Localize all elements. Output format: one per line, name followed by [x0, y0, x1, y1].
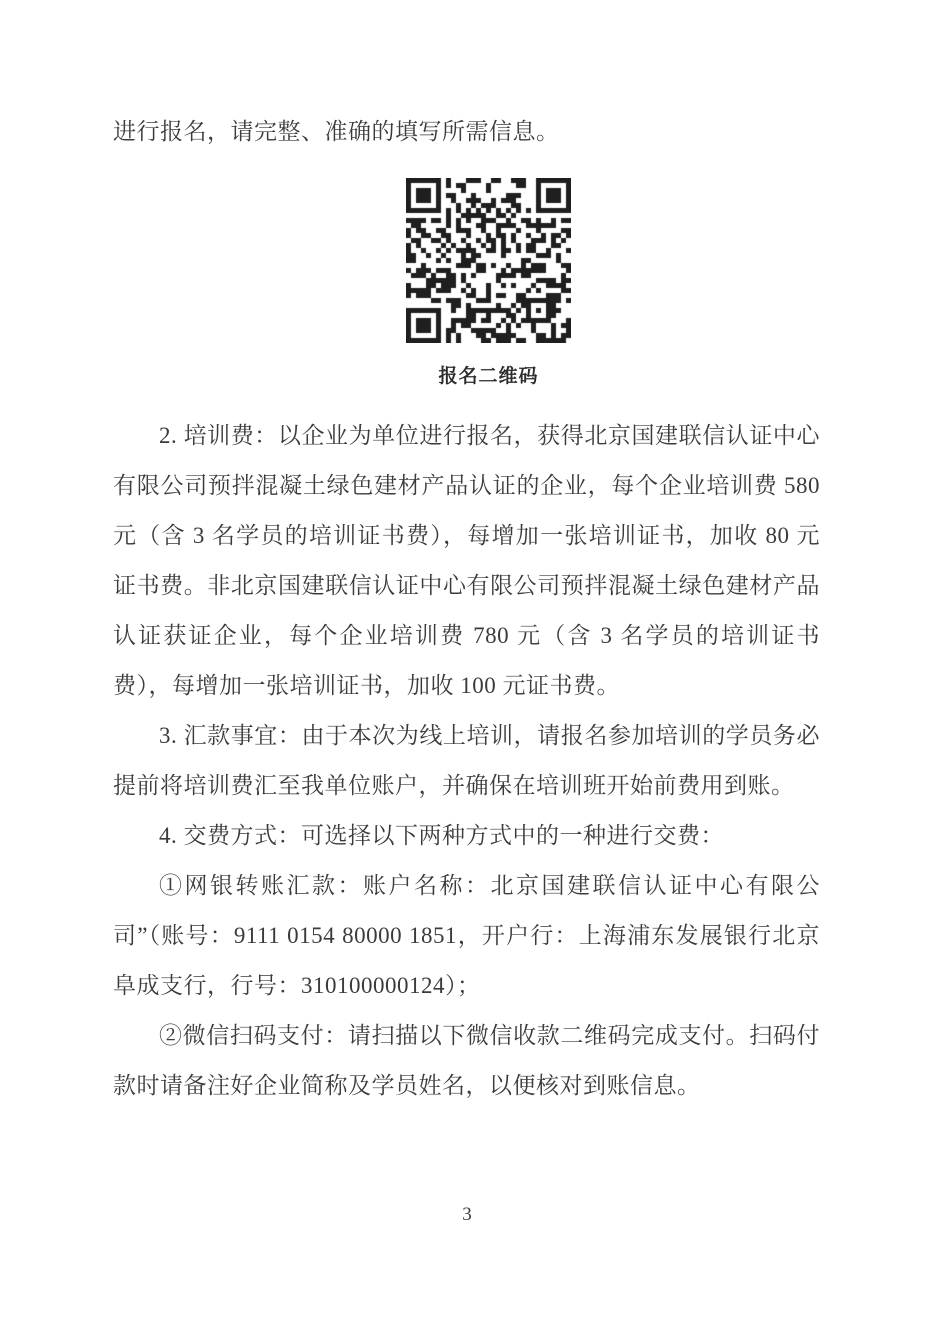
paragraph-bank-transfer: ①网银转账汇款：账户名称：北京国建联信认证中心有限公司”（账号：9111 0154 80000 1851，开户行：上海浦东发展银行北京阜成支行，行号：310100000124）； [113, 873, 820, 998]
paragraph-wechat-payment: ②微信扫码支付：请扫描以下微信收款二维码完成支付。扫码付款时请备注好企业简称及学员姓名，以便核对到账信息。 [113, 1023, 820, 1098]
page-number: 3 [462, 1204, 472, 1225]
paragraph-training-fee: 2. 培训费：以企业为单位进行报名，获得北京国建联信认证中心有限公司预拌混凝土绿色建材产品认证的企业，每个企业培训费 580 元（含 3 名学员的培训证书费），每增加一张培训证书，加收 80 元证书费。非北京国建联信认证中心有限公司预拌混凝土绿色建材产品认证获证企业，每个企业培训费 780 元（含 3 名学员的培训证书费），每增加一张培训证书，加收 100 元证书费。 [113, 423, 820, 698]
qr-figure [135, 178, 842, 392]
qr-caption: 报名二维码 [438, 366, 539, 387]
paragraph-remittance: 3. 汇款事宜：由于本次为线上培训，请报名参加培训的学员务必提前将培训费汇至我单位账户，并确保在培训班开始前费用到账。 [113, 723, 820, 798]
intro-text: 进行报名，请完整、准确的填写所需信息。 [113, 119, 560, 144]
registration-qr-code-icon [406, 178, 571, 343]
paragraph-payment-methods: 4. 交费方式：可选择以下两种方式中的一种进行交费： [159, 823, 724, 848]
